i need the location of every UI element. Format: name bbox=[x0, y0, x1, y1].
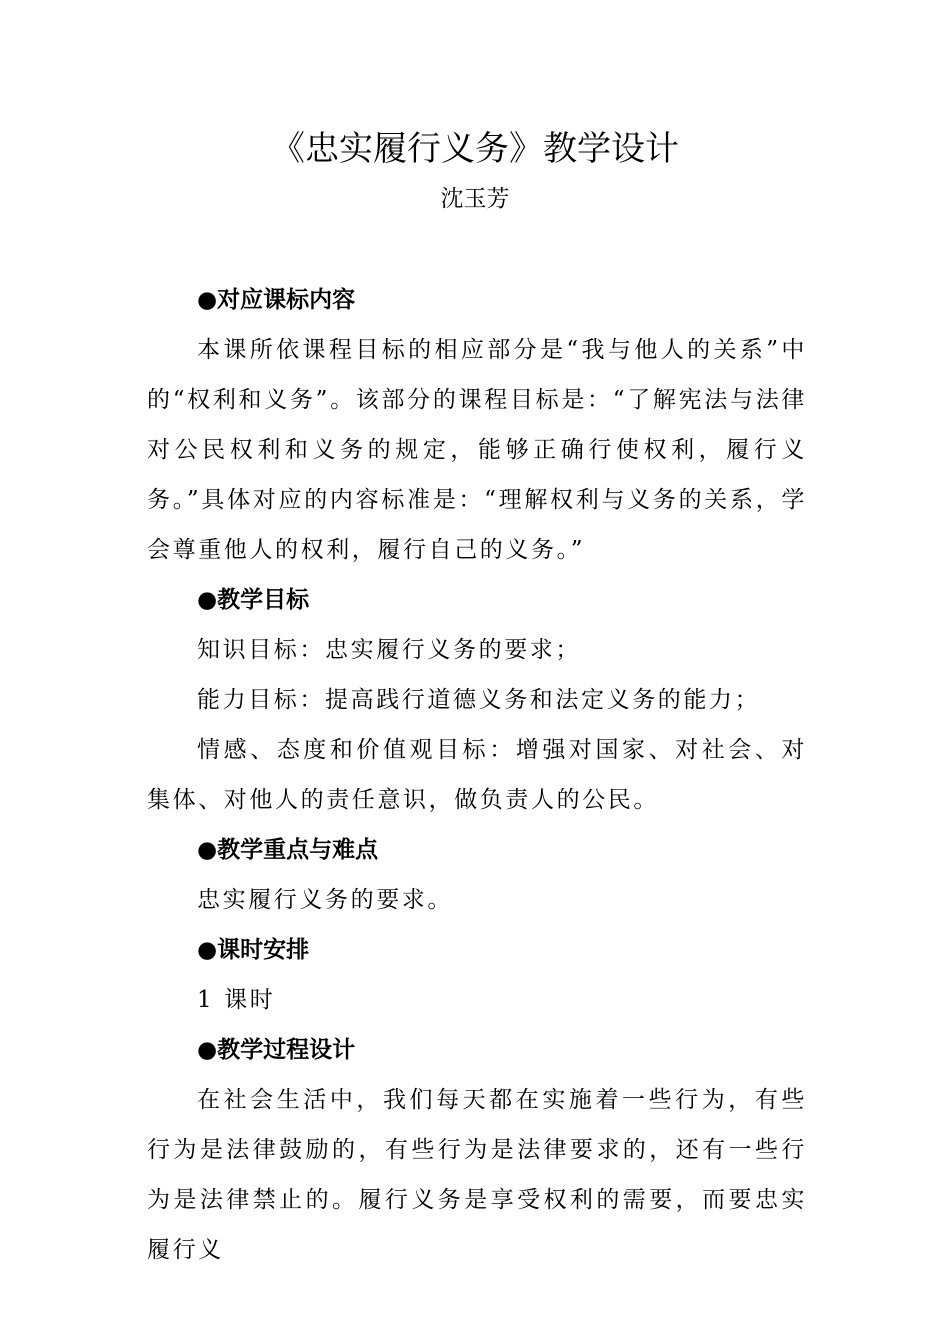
section-heading-schedule: ●课时安排 bbox=[197, 937, 310, 963]
document-body bbox=[147, 275, 807, 1275]
ability-goal: 能力目标：提高践行道德义务和法定义务的能力； bbox=[197, 687, 761, 713]
document-title: 《忠实履行义务》教学设计 bbox=[271, 129, 679, 169]
section-heading-goals: ●教学目标 bbox=[197, 587, 310, 613]
key-points-content: 忠实履行义务的要求。 bbox=[197, 887, 453, 913]
schedule-content: 1 课时 bbox=[197, 987, 276, 1013]
curriculum-paragraph: 本课所依课程目标的相应部分是“我与他人的关系”中的“权利和义务”。该部分的课程目标是：“了解宪法与法律对公民权利和义务的规定，能够正确行使权利，履行义务。”具体对应的内容标准是：“理解权利与义务的关系，学会尊重他人的权利，履行自己的义务。” bbox=[147, 337, 807, 563]
process-paragraph: 在社会生活中，我们每天都在实施着一些行为，有些行为是法律鼓励的，有些行为是法律要求的，还有一些行为是法律禁止的。履行义务是享受权利的需要，而要忠实履行义 bbox=[147, 1087, 807, 1263]
emotion-goal: 情感、态度和价值观目标：增强对国家、对社会、对集体、对他人的责任意识，做负责人的公民。 bbox=[147, 737, 807, 813]
document-author: 沈玉芳 bbox=[440, 186, 510, 212]
knowledge-goal: 知识目标：忠实履行义务的要求； bbox=[197, 637, 581, 663]
section-heading-curriculum: ●对应课标内容 bbox=[197, 287, 356, 313]
section-heading-key-points: ●教学重点与难点 bbox=[197, 837, 379, 863]
section-heading-process: ●教学过程设计 bbox=[197, 1037, 356, 1063]
